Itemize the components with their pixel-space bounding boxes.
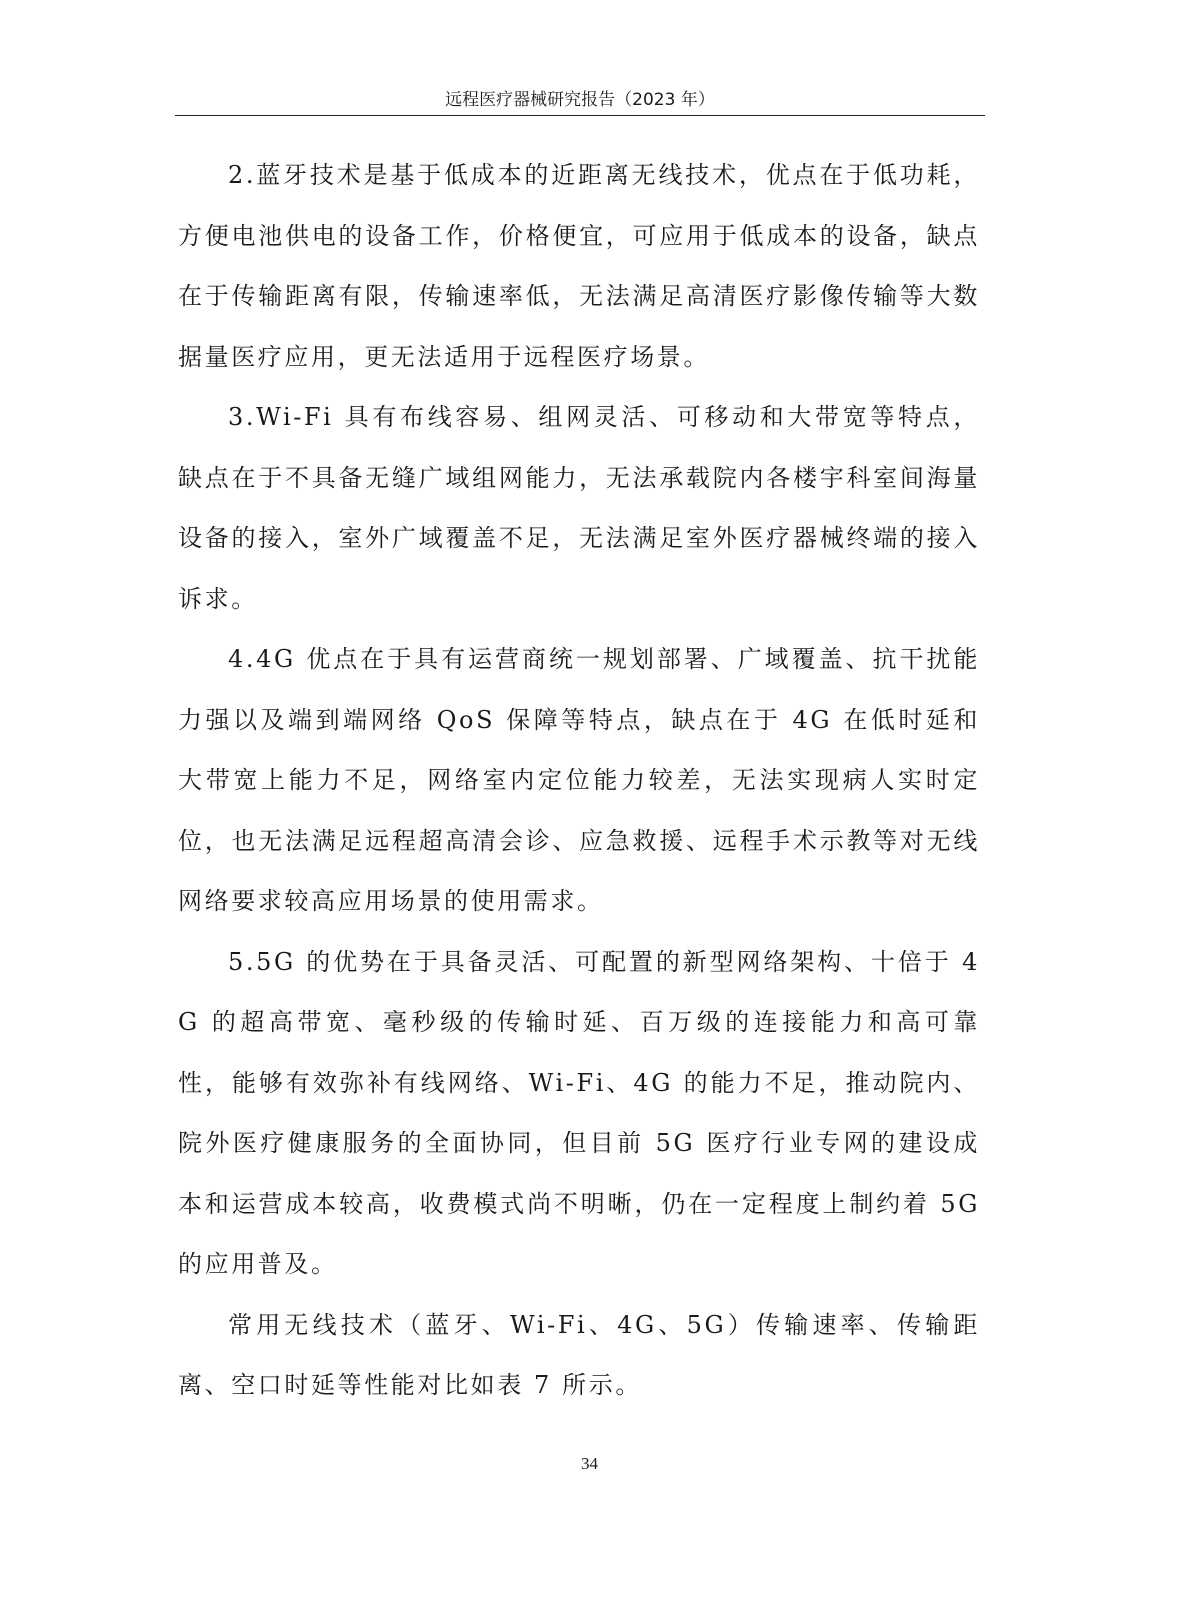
paragraph-5g: 5.5G 的优势在于具备灵活、可配置的新型网络架构、十倍于 4G 的超高带宽、毫秒级的传输时延、百万级的连接能力和高可靠性，能够有效弥补有线网络、Wi-Fi、4G 的能力不足，推动院内、院外医疗健康服务的全面协同，但目前 5G 医疗行业专网的建设成本和运营成本较高，收费模式尚不明晰，仍在一定程度上制约着 5G 的应用普及。	[178, 947, 980, 1278]
paragraph-table-reference: 常用无线技术（蓝牙、Wi-Fi、4G、5G）传输速率、传输距离、空口时延等性能对比如表 7 所示。	[178, 1310, 980, 1399]
header-divider	[175, 115, 985, 116]
page-number: 34	[581, 1454, 598, 1473]
paragraph-4g: 4.4G 优点在于具有运营商统一规划部署、广域覆盖、抗干扰能力强以及端到端网络 QoS 保障等特点，缺点在于 4G 在低时延和大带宽上能力不足，网络室内定位能力较差，无法实现病人实时定位，也无法满足远程超高清会诊、应急救援、远程手术示教等对无线网络要求较高应用场景的使用需求。	[178, 645, 980, 915]
body-text	[178, 145, 980, 1416]
running-header: 远程医疗器械研究报告（2023 年）	[445, 90, 715, 110]
paragraph-bluetooth: 2.蓝牙技术是基于低成本的近距离无线技术，优点在于低功耗，方便电池供电的设备工作，价格便宜，可应用于低成本的设备，缺点在于传输距离有限，传输速率低，无法满足高清医疗影像传输等大数据量医疗应用，更无法适用于远程医疗场景。	[178, 161, 980, 371]
paragraph-wifi: 3.Wi-Fi 具有布线容易、组网灵活、可移动和大带宽等特点，缺点在于不具备无缝广域组网能力，无法承载院内各楼宇科室间海量设备的接入，室外广域覆盖不足，无法满足室外医疗器械终端的接入诉求。	[178, 403, 980, 613]
